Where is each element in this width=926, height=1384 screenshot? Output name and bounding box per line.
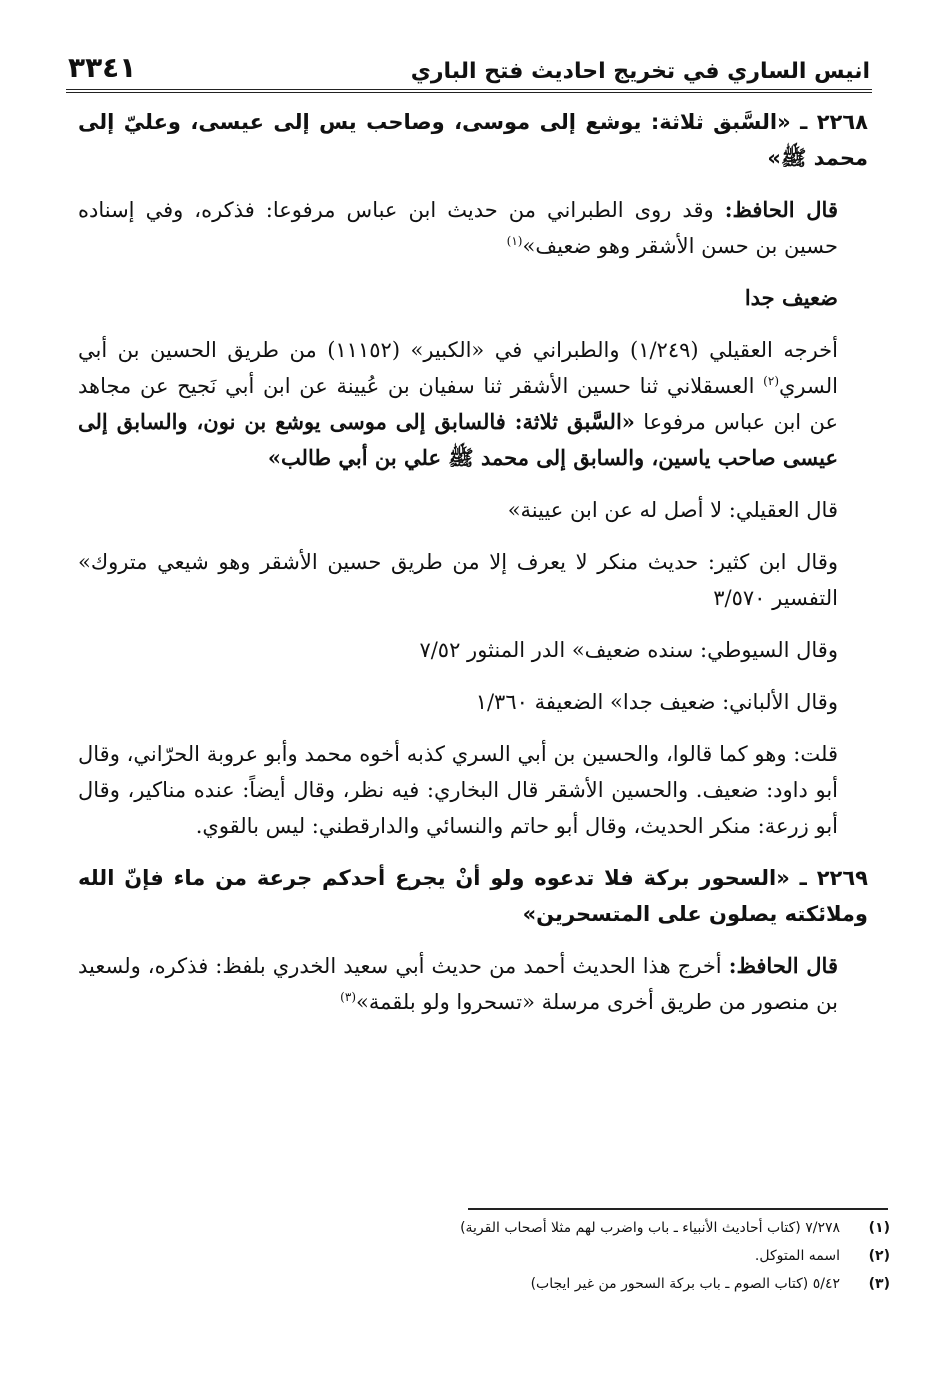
paragraph-text: أخرج هذا الحديث أحمد من حديث أبي سعيد الخدري بلفظ: فذكره، ولسعيد بن منصور من طريق أخرى مرسلة «تسحروا ولو بلقمة»	[78, 954, 838, 1014]
hadith-2268: ٢٢٦٨ ـ «السَّبق ثلاثة: يوشع إلى موسى، وصاحب يس إلى عيسى، وعليّ إلى محمد ﷺ»	[78, 110, 868, 170]
footnote-text: ٥/٤٢ (كتاب الصوم ـ باب بركة السحور من غير ايجاب)	[530, 1276, 840, 1292]
grade-heading: ضعيف جدا	[744, 285, 838, 310]
hadith-2269: ٢٢٦٩ ـ «السحور بركة فلا تدعوه ولو أنْ يجرع أحدكم جرعة من ماء فإنّ الله وملائكته يصلون على المتسحرين»	[78, 866, 868, 926]
footnote-text: ٧/٢٧٨ (كتاب أحاديث الأنبياء ـ باب واضرب لهم مثلا أصحاب القرية)	[460, 1220, 840, 1236]
footnote-text: اسمه المتوكل.	[754, 1248, 840, 1264]
main-text	[78, 104, 868, 1036]
label-qal-hafiz: قال الحافظ:	[728, 953, 838, 978]
book-title: انيس الساري في تخريج احاديث فتح الباري	[410, 59, 870, 84]
footnote-ref-3[interactable]: (٣)	[340, 990, 356, 1004]
footnote-divider	[468, 1208, 888, 1210]
paragraph-uqayli: قال العقيلي: لا أصل له عن ابن عيينة»	[507, 498, 838, 522]
paragraph-text: وقد روى الطبراني من حديث ابن عباس مرفوعا: فذكره، وفي إسناده حسين بن حسن الأشقر وهو ضعيف»	[78, 198, 838, 258]
paragraph-text: العسقلاني ثنا حسين الأشقر ثنا سفيان بن عُيينة عن ابن أبي نَجيح عن مجاهد عن ابن عباس مرفوعا	[78, 374, 838, 434]
footnote-ref-2[interactable]: (٢)	[763, 374, 779, 388]
page-header	[68, 40, 870, 84]
paragraph-takhrij	[78, 332, 868, 476]
label-qal-hafiz: قال الحافظ:	[724, 197, 838, 222]
paragraph-albani: وقال الألباني: ضعيف جدا» الضعيفة ١/٣٦٠	[475, 690, 838, 714]
footnote-number: (٢)	[868, 1248, 890, 1264]
footnotes	[200, 1214, 890, 1298]
paragraph-suyuti: وقال السيوطي: سنده ضعيف» الدر المنثور ٧/٥٢	[419, 638, 838, 662]
footnote-number: (١)	[868, 1220, 890, 1236]
hadith-quote: «السَّبق ثلاثة: فالسابق إلى موسى يوشع بن نون، والسابق إلى عيسى صاحب ياسين، والسابق إلى محمد ﷺ علي بن أبي طالب»	[78, 409, 838, 470]
footnote-item	[200, 1214, 890, 1242]
footnote-number: (٣)	[868, 1276, 890, 1292]
page-number: ٣٣٤١	[68, 51, 137, 84]
paragraph-ibn-kathir: وقال ابن كثير: حديث منكر لا يعرف إلا من طريق حسين الأشقر وهو شيعي متروك» التفسير ٣/٥٧٠	[78, 550, 838, 610]
footnote-item	[200, 1242, 890, 1270]
header-divider	[66, 89, 872, 93]
paragraph-text: أخرجه العقيلي (١/٢٤٩) والطبراني في «الكبير» (١١١٥٢) من طريق الحسين بن أبي السري	[78, 338, 839, 398]
footnote-ref-1[interactable]: (١)	[506, 234, 523, 248]
paragraph-hafiz-1	[78, 192, 868, 264]
footnote-item	[200, 1270, 890, 1298]
paragraph-hafiz-2	[78, 948, 868, 1020]
paragraph-qultu: قلت: وهو كما قالوا، والحسين بن أبي السري كذبه أخوه محمد وأبو عروبة الحرّاني، وقال أبو داود: ضعيف. والحسين الأشقر قال البخاري: فيه نظر، وقال أيضاً: عنده مناكير، وقال أبو زرعة: منكر الحديث، وقال أبو حاتم والنسائي والدارقطني: ليس بالقوي.	[78, 742, 838, 838]
